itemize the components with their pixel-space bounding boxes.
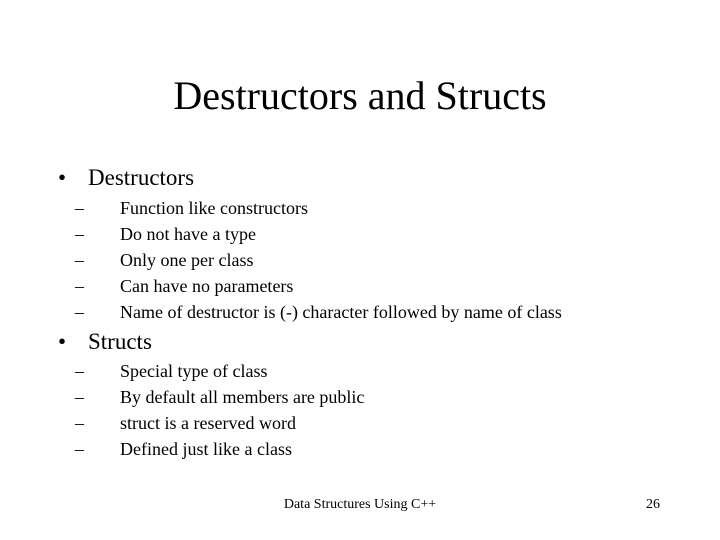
bullet-icon: • bbox=[58, 329, 67, 354]
dash-icon: – bbox=[75, 302, 84, 322]
sub-item-text: Do not have a type bbox=[120, 224, 256, 244]
dash-icon: – bbox=[75, 276, 84, 296]
sub-item bbox=[75, 438, 292, 460]
dash-icon: – bbox=[75, 224, 84, 244]
bullet-heading: Structs bbox=[88, 329, 152, 354]
sub-item bbox=[75, 386, 364, 408]
sub-item bbox=[75, 249, 253, 271]
bullet-structs bbox=[58, 328, 152, 356]
sub-item-text: Only one per class bbox=[120, 250, 254, 270]
sub-item-text: Name of destructor is (-) character followed by name of class bbox=[120, 302, 562, 322]
sub-item-text: struct is a reserved word bbox=[120, 413, 296, 433]
sub-item-text: Function like constructors bbox=[120, 198, 308, 218]
sub-item bbox=[75, 360, 267, 382]
sub-item-text: By default all members are public bbox=[120, 387, 365, 407]
sub-item bbox=[75, 197, 308, 219]
dash-icon: – bbox=[75, 361, 84, 381]
bullet-destructors bbox=[58, 164, 194, 192]
sub-item-text: Defined just like a class bbox=[120, 439, 292, 459]
slide-number: 26 bbox=[646, 497, 660, 512]
slide-footer: Data Structures Using C++ bbox=[283, 497, 437, 512]
bullet-heading: Destructors bbox=[88, 165, 195, 190]
dash-icon: – bbox=[75, 413, 84, 433]
dash-icon: – bbox=[75, 250, 84, 270]
sub-item bbox=[75, 301, 562, 323]
dash-icon: – bbox=[75, 387, 84, 407]
slide-title: Destructors and Structs bbox=[173, 73, 547, 118]
dash-icon: – bbox=[75, 439, 84, 459]
sub-item bbox=[75, 223, 256, 245]
sub-item-text: Special type of class bbox=[120, 361, 268, 381]
dash-icon: – bbox=[75, 198, 84, 218]
sub-item-text: Can have no parameters bbox=[120, 276, 294, 296]
sub-item bbox=[75, 412, 296, 434]
sub-item bbox=[75, 275, 293, 297]
bullet-icon: • bbox=[58, 165, 67, 190]
